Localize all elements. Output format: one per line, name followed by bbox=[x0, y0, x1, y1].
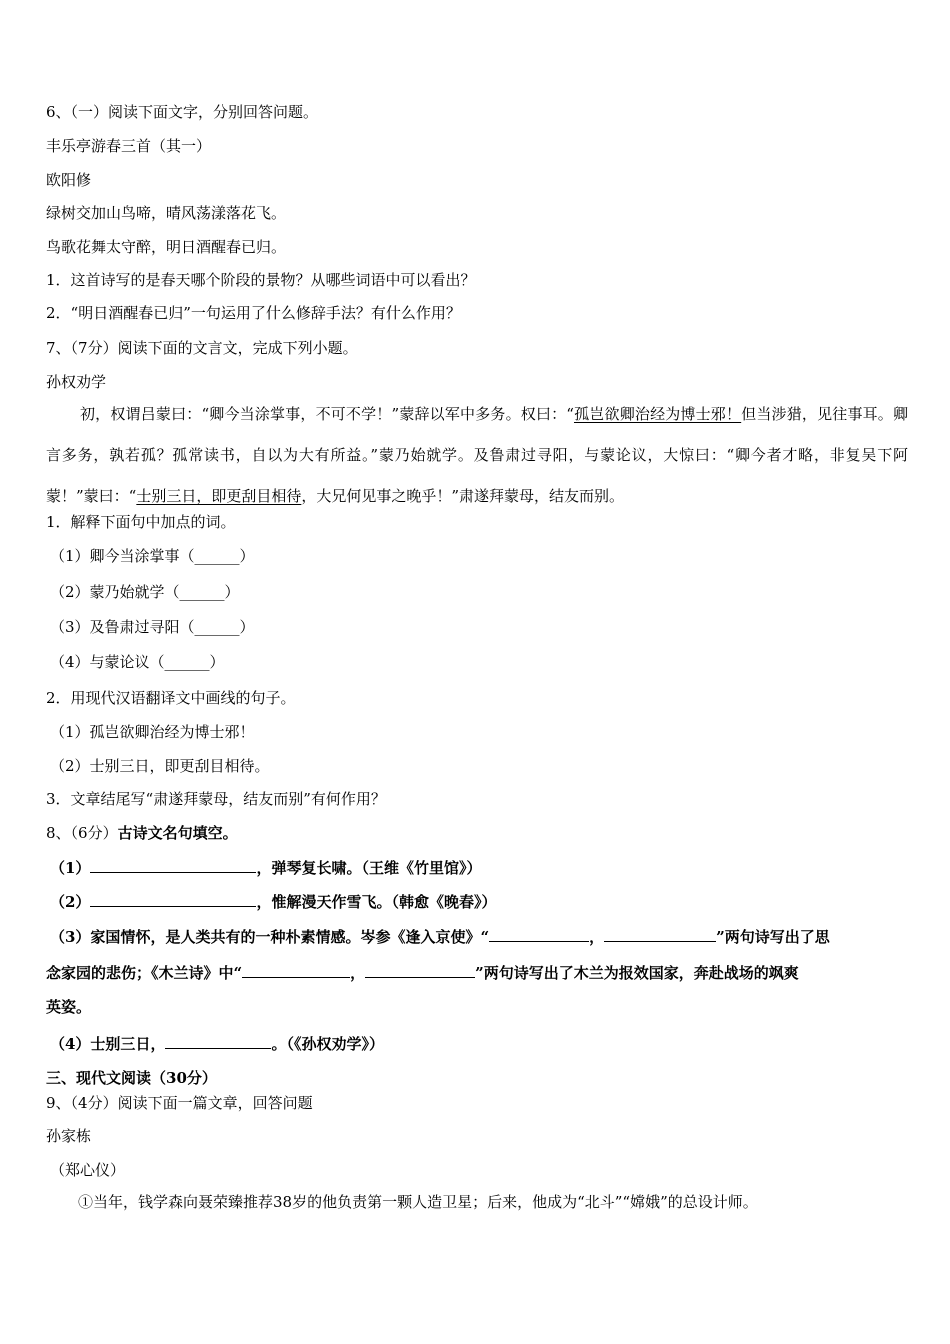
q8-item-3-line-3: 英姿。 bbox=[46, 998, 92, 1016]
q8-item-3-line-2 bbox=[46, 962, 799, 983]
q8-item-3-text: （3）家国情怀，是人类共有的一种朴素情感。岑参《逢入京使》“ bbox=[50, 928, 490, 946]
passage-part-1: 初，权谓吕蒙曰：“卿今当涂掌事，不可不学！”蒙辞以军中多务。权曰：“ bbox=[80, 405, 574, 423]
passage-part-2: 但当涉猎，见往事耳。卿言多务，孰若孤？孤常读书，自以为大有所益。”蒙乃始就学。及鲁肃过寻阳，与蒙论议，大惊曰：“卿今者才略，非复吴下阿蒙！”蒙曰：“ bbox=[46, 405, 908, 505]
answer-blank[interactable] bbox=[90, 857, 256, 873]
q8-item-3-comma: ， bbox=[589, 928, 605, 946]
q7-sub1-item: （4）与蒙论议（______） bbox=[50, 653, 225, 671]
q8-item-3-text: ”两句诗写出了木兰为报效国家，奔赴战场的飒爽 bbox=[475, 964, 799, 982]
q8-item-4-text: 。（《孙权劝学》） bbox=[271, 1035, 384, 1053]
q7-sub1-item: （2）蒙乃始就学（______） bbox=[50, 583, 240, 601]
q8-item-1-text: ，弹琴复长啸。（王维《竹里馆》） bbox=[256, 859, 482, 877]
answer-blank[interactable] bbox=[242, 962, 350, 978]
q8-header bbox=[46, 823, 238, 843]
q9-header: 9、（4分）阅读下面一篇文章，回答问题 bbox=[46, 1094, 313, 1112]
q8-item-3-text: 念家园的悲伤；《木兰诗》中“ bbox=[46, 964, 243, 982]
q7-sub2: 2．用现代汉语翻译文中画线的句子。 bbox=[46, 689, 296, 707]
q8-item-2 bbox=[50, 891, 496, 912]
q8-item-4-text: （4）士别三日， bbox=[50, 1035, 166, 1053]
q8-header-number: 8、（6分） bbox=[46, 824, 118, 842]
answer-blank[interactable] bbox=[90, 891, 256, 907]
underlined-sentence-1: 孤岂欲卿治经为博士邪！ bbox=[573, 405, 742, 423]
q7-sub1: 1．解释下面句中加点的词。 bbox=[46, 513, 236, 531]
article-author: （郑心仪） bbox=[50, 1161, 126, 1179]
q8-item-4 bbox=[50, 1033, 384, 1054]
answer-blank[interactable] bbox=[489, 926, 589, 942]
q8-item-3-text: ”两句诗写出了思 bbox=[716, 928, 830, 946]
q6-question-2: 2．“明日酒醒春已归”一句运用了什么修辞手法？有什么作用？ bbox=[46, 304, 461, 322]
underlined-sentence-2: 士别三日，即更刮目相待 bbox=[136, 487, 302, 505]
q7-sub2-item: （2）士别三日，即更刮目相待。 bbox=[50, 757, 270, 775]
answer-blank[interactable] bbox=[365, 962, 475, 978]
poem-line-1: 绿树交加山鸟啼，晴风荡漾落花飞。 bbox=[46, 204, 287, 222]
q7-sub3: 3．文章结尾写“肃遂拜蒙母，结友而别”有何作用？ bbox=[46, 790, 386, 808]
q8-item-2-text: ，惟解漫天作雪飞。（韩愈《晚春》） bbox=[256, 893, 497, 911]
q6-question-1: 1．这首诗写的是春天哪个阶段的景物？从哪些词语中可以看出？ bbox=[46, 271, 476, 289]
poem-author: 欧阳修 bbox=[46, 171, 92, 189]
q8-header-title: 古诗文名句填空。 bbox=[117, 824, 238, 842]
poem-title: 丰乐亭游春三首（其一） bbox=[46, 137, 212, 155]
q8-item-3-line-1 bbox=[50, 926, 830, 947]
classical-passage bbox=[46, 394, 908, 517]
q6-header: 6、（一）阅读下面文字，分别回答问题。 bbox=[46, 103, 319, 121]
passage-title: 孙权劝学 bbox=[46, 373, 107, 391]
section-3-header: 三、现代文阅读（30分） bbox=[46, 1069, 217, 1087]
q7-sub2-item: （1）孤岂欲卿治经为博士邪！ bbox=[50, 723, 255, 741]
q8-item-1 bbox=[50, 857, 481, 878]
q7-header: 7、（7分）阅读下面的文言文，完成下列小题。 bbox=[46, 339, 358, 357]
q8-item-1-number: （1） bbox=[50, 859, 91, 877]
article-paragraph-1: ①当年，钱学森向聂荣臻推荐38岁的他负责第一颗人造卫星；后来，他成为“北斗”“嫦娥”的总设计师。 bbox=[78, 1193, 758, 1211]
answer-blank[interactable] bbox=[604, 926, 716, 942]
answer-blank[interactable] bbox=[165, 1033, 271, 1049]
q7-sub1-item: （1）卿今当涂掌事（______） bbox=[50, 547, 255, 565]
q7-sub1-item: （3）及鲁肃过寻阳（______） bbox=[50, 618, 255, 636]
q8-item-2-number: （2） bbox=[50, 893, 91, 911]
poem-line-2: 鸟歌花舞太守醉，明日酒醒春已归。 bbox=[46, 238, 287, 256]
passage-part-3: ，大兄何见事之晚乎！”肃遂拜蒙母，结友而别。 bbox=[301, 487, 625, 505]
q8-item-3-comma: ， bbox=[350, 964, 366, 982]
article-title: 孙家栋 bbox=[46, 1127, 92, 1145]
